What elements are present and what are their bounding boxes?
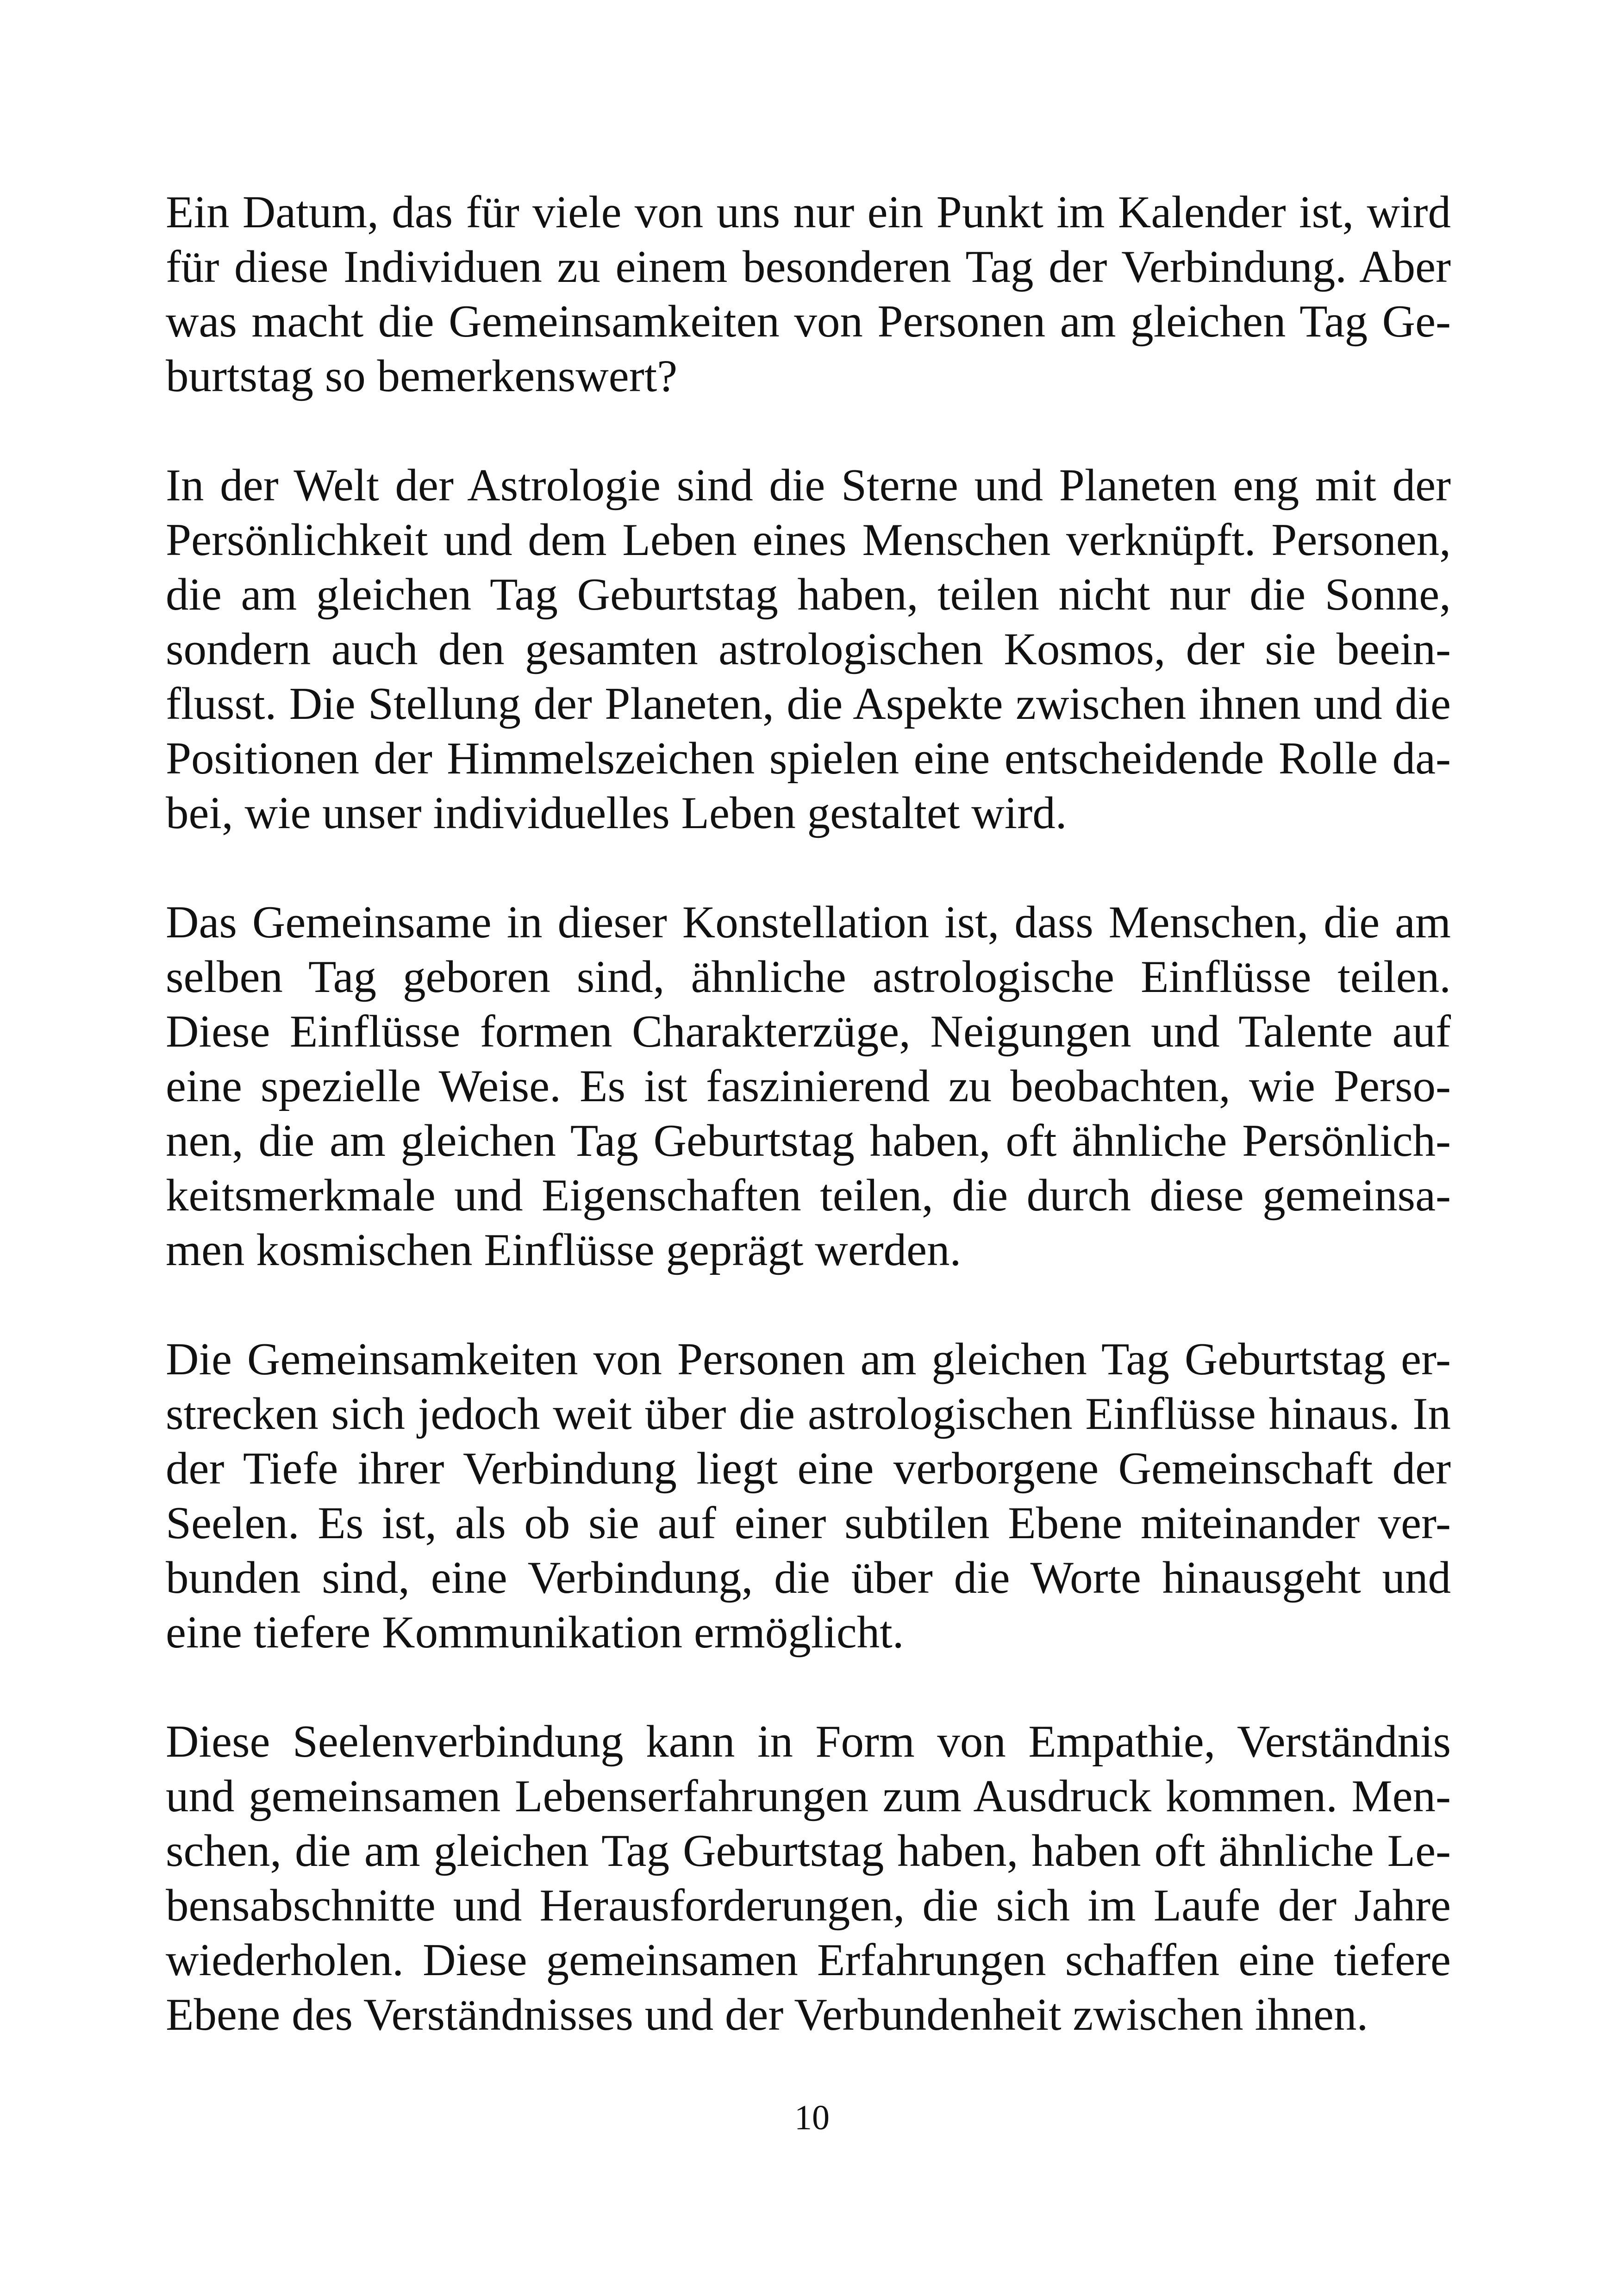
text-line: Das Gemeinsame in dieser Konstellation ist, dass Menschen, die am <box>166 897 1451 948</box>
text-line: nen, die am gleichen Tag Geburtstag haben, oft ähnliche Persönlich- <box>166 1116 1451 1166</box>
body-text <box>166 185 1451 2042</box>
text-line: men kosmischen Einflüsse geprägt werden. <box>166 1225 962 1275</box>
page-number: 10 <box>794 2098 830 2137</box>
text-line: bunden sind, eine Verbindung, die über die Worte hinausgeht und <box>166 1553 1451 1603</box>
paragraph-1 <box>166 185 1451 404</box>
text-line: was macht die Gemeinsamkeiten von Personen am gleichen Tag Ge- <box>166 296 1451 347</box>
text-line: eine spezielle Weise. Es ist faszinierend zu beobachten, wie Perso- <box>166 1061 1451 1111</box>
text-line: Die Gemeinsamkeiten von Personen am gleichen Tag Geburtstag er- <box>166 1334 1451 1384</box>
text-line: In der Welt der Astrologie sind die Sterne und Planeten eng mit der <box>166 460 1451 511</box>
text-line: flusst. Die Stellung der Planeten, die Aspekte zwischen ihnen und die <box>166 679 1451 729</box>
text-line: und gemeinsamen Lebenserfahrungen zum Ausdruck kommen. Men- <box>166 1771 1451 1821</box>
text-line: schen, die am gleichen Tag Geburtstag haben, haben oft ähnliche Le- <box>166 1826 1451 1876</box>
text-line: Ebene des Verständnisses und der Verbundenheit zwischen ihnen. <box>166 1989 1368 2040</box>
text-line: bei, wie unser individuelles Leben gestaltet wird. <box>166 788 1067 838</box>
paragraph-4 <box>166 1332 1451 1660</box>
text-line: strecken sich jedoch weit über die astrologischen Einflüsse hinaus. In <box>166 1389 1451 1439</box>
text-line: eine tiefere Kommunikation ermöglicht. <box>166 1607 904 1658</box>
paragraph-2 <box>166 458 1451 841</box>
text-line: Positionen der Himmelszeichen spielen eine entscheidende Rolle da- <box>166 733 1451 784</box>
text-line: sondern auch den gesamten astrologischen Kosmos, der sie beein- <box>166 624 1451 674</box>
text-line: für diese Individuen zu einem besonderen Tag der Verbindung. Aber <box>166 242 1451 292</box>
text-line: Ein Datum, das für viele von uns nur ein Punkt im Kalender ist, wird <box>166 187 1451 237</box>
text-line: keitsmerkmale und Eigenschaften teilen, die durch diese gemeinsa- <box>166 1170 1451 1221</box>
text-line: bensabschnitte und Herausforderungen, die sich im Laufe der Jahre <box>166 1880 1451 1931</box>
text-line: der Tiefe ihrer Verbindung liegt eine verborgene Gemeinschaft der <box>166 1443 1451 1494</box>
text-line: selben Tag geboren sind, ähnliche astrologische Einflüsse teilen. <box>166 952 1451 1002</box>
paragraph-5 <box>166 1715 1451 2042</box>
paragraph-3 <box>166 895 1451 1278</box>
text-line: wiederholen. Diese gemeinsamen Erfahrungen schaffen eine tiefere <box>166 1935 1451 1985</box>
text-line: Seelen. Es ist, als ob sie auf einer subtilen Ebene miteinander ver- <box>166 1498 1451 1548</box>
text-line: burtstag so bemerkenswert? <box>166 351 678 401</box>
text-line: Persönlichkeit und dem Leben eines Menschen verknüpft. Personen, <box>166 515 1451 565</box>
text-line: Diese Einflüsse formen Charakterzüge, Neigungen und Talente auf <box>166 1006 1451 1057</box>
text-line: Diese Seelenverbindung kann in Form von Empathie, Verständnis <box>166 1716 1451 1767</box>
text-line: die am gleichen Tag Geburtstag haben, teilen nicht nur die Sonne, <box>166 569 1451 620</box>
